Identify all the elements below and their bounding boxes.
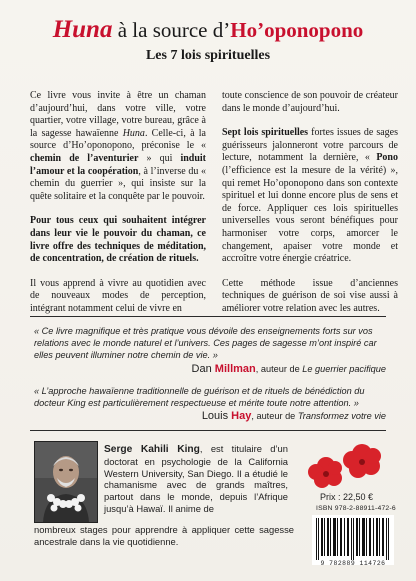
right-paragraph-3: Cette méthode issue d’anciennes techniques de guérison de soi vise aussi à améliorer votre relation avec les autres.: [222, 277, 398, 314]
author-first: Dan: [191, 363, 215, 375]
author-bio-continued: nombreux stages pour apprendre à appliquer cette sagesse ancestrale dans la vie quotidienne.: [34, 524, 294, 547]
text-run-bold: Sept lois spirituelles: [222, 127, 309, 139]
text-run: » qui: [138, 152, 181, 164]
author-last: Hay: [231, 410, 252, 422]
quote-1-text: « Ce livre magnifique et très pratique vous dévoile des enseignements forts sur vos relations avec le monde naturel et l’univers. Ces pages de sagesse m’ont inspiré car elles peuvent illuminer notre chemin de vie. »: [34, 326, 377, 360]
author-first: Louis: [201, 410, 232, 422]
author-portrait-icon: [35, 442, 97, 522]
title-brand: Huna: [52, 16, 113, 43]
book-title: [0, 18, 416, 42]
text-run: . Celle-ci, à la source d’Ho’oponopono, préconise le «: [30, 127, 206, 152]
quote-2-text: « L’approche hawaïenne traditionnelle de guérison et de rituels de bénédiction du docteur King est particulièrement respectueuse et mérite toute notre attention. »: [34, 386, 365, 408]
author-role: , auteur de: [251, 411, 298, 421]
right-column: [222, 90, 398, 328]
barcode-digits: 9 782889 114726: [320, 560, 386, 567]
left-column: [30, 90, 206, 328]
divider-bottom: [30, 430, 386, 431]
quote-2-author: [202, 410, 252, 422]
title-strong: Ho’oponopono: [230, 18, 364, 42]
right-paragraph-1: toute conscience de son pouvoir de créateur dans le monde d’aujourd’hui.: [222, 90, 398, 114]
text-run-italic: Huna: [122, 127, 145, 139]
left-paragraph-3: Il vous apprend à vivre au quotidien avec de nouveaux modes de perception, intégrant notamment celui de vivre en: [30, 277, 206, 314]
left-paragraph-1: [30, 90, 206, 203]
author-last: Millman: [214, 363, 256, 375]
author-book: Transformez votre vie: [297, 411, 386, 421]
price: Prix : 22,50 €: [320, 492, 374, 502]
right-paragraph-2: [222, 127, 398, 266]
text-run-bold: chemin de l’aventurier: [30, 152, 139, 164]
hibiscus-flowers-icon: [296, 436, 396, 496]
isbn: ISBN 978-2-88911-472-6: [316, 505, 396, 512]
author-book: Le guerrier pacifique: [302, 364, 386, 374]
divider-top: [30, 316, 386, 317]
title-middle: à la source d’: [112, 18, 231, 42]
text-run-bold: induit l’amour et la coopération: [30, 152, 207, 177]
text-run-bold: Pono: [376, 152, 398, 164]
author-role: , auteur de: [255, 364, 303, 374]
left-paragraph-2: Pour tous ceux qui souhaitent intégrer dans leur vie le pouvoir du chaman, ce livre offre des techniques de méditation, de concentration, de création de rituels.: [30, 215, 206, 265]
quote-1-author: [192, 363, 256, 375]
book-subtitle: Les 7 lois spirituelles: [145, 48, 271, 63]
quote-1-attribution: [34, 363, 386, 375]
barcode-icon: [312, 515, 394, 565]
text-run: Ce livre vous invite à être un chaman d’aujourd’hui, dans votre ville, votre quartier, votre village, votre bureau, grâce à la sagesse hawaïenne: [30, 90, 206, 139]
text-run: (l’efficience est la mesure de la vérité) », qui remet Ho’oponopono dans son contexte spirituel et lui donne encore plus de sens et de force. Appliquer ces lois spirituelles universelles vous seront bénéfiques pour harmoniser votre corps, amorcer le changement, apaiser votre monde et accroître votre énergie créatrice.: [222, 164, 398, 265]
author-bio-text: , est titulaire d’un doctorat en psychologie de la California Western University, San Diego. Il a étudié le chamanisme avec de grands maîtres, partout dans le monde, depuis l’Afrique jusqu’à Hawaï. Il anime de: [104, 443, 288, 514]
author-photo: [34, 441, 98, 523]
text-run: fortes issues de sages guérisseurs jalonneront votre parcours de lecture, notamment la dernière, «: [222, 127, 398, 164]
author-name: Serge Kahili King: [104, 444, 200, 455]
header: [0, 18, 416, 64]
quote-2-attribution: [34, 410, 386, 422]
author-bio: [104, 443, 288, 515]
text-run: , à l’inverse du « chemin du guerrier », qui insiste sur la quête solitaire et la conquête par le pouvoir.: [30, 165, 206, 202]
